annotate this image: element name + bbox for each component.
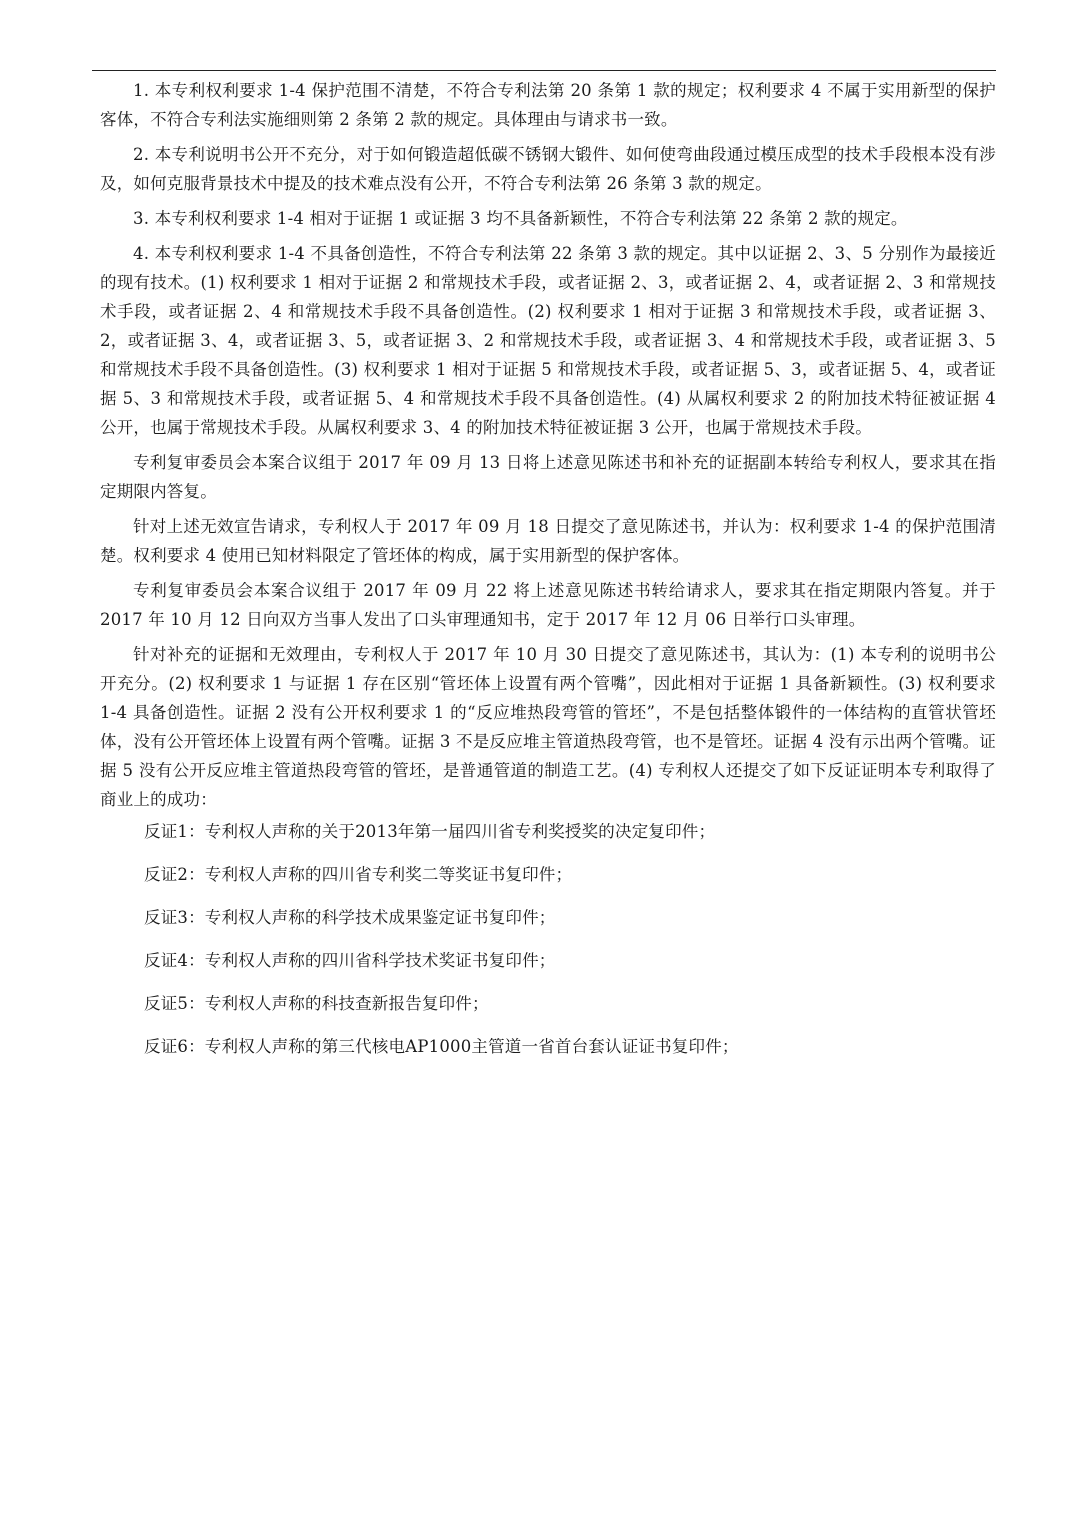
counter-evidence-item: 反证5：专利权人声称的科技查新报告复印件；: [144, 994, 489, 1013]
paragraph-1: 1. 本专利权利要求 1-4 保护范围不清楚，不符合专利法第 20 条第 1 款的规定；权利要求 4 不属于实用新型的保护客体，不符合专利法实施细则第 2 条第 2 款的规定。具体理由与请求书一致。: [100, 81, 996, 129]
paragraph-7: 专利复审委员会本案合议组于 2017 年 09 月 22 将上述意见陈述书转给请求人，要求其在指定期限内答复。并于 2017 年 10 月 12 日向双方当事人发出了口头审理通知书，定于 2017 年 12 月 06 日举行口头审理。: [100, 581, 996, 629]
paragraph-3: 3. 本专利权利要求 1-4 相对于证据 1 或证据 3 均不具备新颖性，不符合专利法第 22 条第 2 款的规定。: [133, 209, 908, 228]
paragraph-8: 针对补充的证据和无效理由，专利权人于 2017 年 10 月 30 日提交了意见陈述书，其认为：(1) 本专利的说明书公开充分。(2) 权利要求 1 与证据 1 存在区别“管坯体上设置有两个管嘴”，因此相对于证据 1 具备新颖性。(3) 权利要求 1-4 具备创造性。证据 2 没有公开权利要求 1 的“反应堆热段弯管的管坯”，不是包括整体锻件的一体结构的直管状管坯体，没有公开管坯体上设置有两个管嘴。证据 3 不是反应堆主管道热段弯管，也不是管坯。证据 4 没有示出两个管嘴。证据 5 没有公开反应堆主管道热段弯管的管坯，是普通管道的制造工艺。(4) 专利权人还提交了如下反证证明本专利取得了商业上的成功：: [100, 645, 996, 809]
counter-evidence-item: 反证2：专利权人声称的四川省专利奖二等奖证书复印件；: [144, 865, 573, 884]
counter-evidence-item: 反证6：专利权人声称的第三代核电AP1000主管道一省首台套认证证书复印件；: [144, 1037, 739, 1056]
paragraph-6: 针对上述无效宣告请求，专利权人于 2017 年 09 月 18 日提交了意见陈述书，并认为：权利要求 1-4 的保护范围清楚。权利要求 4 使用已知材料限定了管坯体的构成，属于实用新型的保护客体。: [100, 517, 996, 565]
paragraph-4: 4. 本专利权利要求 1-4 不具备创造性，不符合专利法第 22 条第 3 款的规定。其中以证据 2、3、5 分别作为最接近的现有技术。(1) 权利要求 1 相对于证据 2 和常规技术手段，或者证据 2、3，或者证据 2、4，或者证据 2、3 和常规技术手段，或者证据 2、4 和常规技术手段不具备创造性。(2) 权利要求 1 相对于证据 3 和常规技术手段，或者证据 3、2，或者证据 3、4，或者证据 3、5，或者证据 3、2 和常规技术手段，或者证据 3、4 和常规技术手段，或者证据 3、5 和常规技术手段不具备创造性。(3) 权利要求 1 相对于证据 5 和常规技术手段，或者证据 5、3，或者证据 5、4，或者证据 5、3 和常规技术手段，或者证据 5、4 和常规技术手段不具备创造性。(4) 从属权利要求 2 的附加技术特征被证据 4 公开，也属于常规技术手段。从属权利要求 3、4 的附加技术特征被证据 3 公开，也属于常规技术手段。: [100, 244, 996, 437]
paragraph-2: 2. 本专利说明书公开不充分，对于如何锻造超低碳不锈钢大锻件、如何使弯曲段通过模压成型的技术手段根本没有涉及，如何克服背景技术中提及的技术难点没有公开，不符合专利法第 26 条第 3 款的规定。: [100, 145, 996, 193]
counter-evidence-item: 反证1：专利权人声称的关于2013年第一届四川省专利奖授奖的决定复印件；: [144, 822, 716, 841]
document-body: [100, 76, 996, 1078]
counter-evidence-list: [100, 820, 996, 1059]
counter-evidence-item: 反证3：专利权人声称的科学技术成果鉴定证书复印件；: [144, 908, 556, 927]
counter-evidence-item: 反证4：专利权人声称的四川省科学技术奖证书复印件；: [144, 951, 556, 970]
paragraph-5: 专利复审委员会本案合议组于 2017 年 09 月 13 日将上述意见陈述书和补充的证据副本转给专利权人，要求其在指定期限内答复。: [100, 453, 996, 501]
header-rule: [92, 70, 996, 71]
